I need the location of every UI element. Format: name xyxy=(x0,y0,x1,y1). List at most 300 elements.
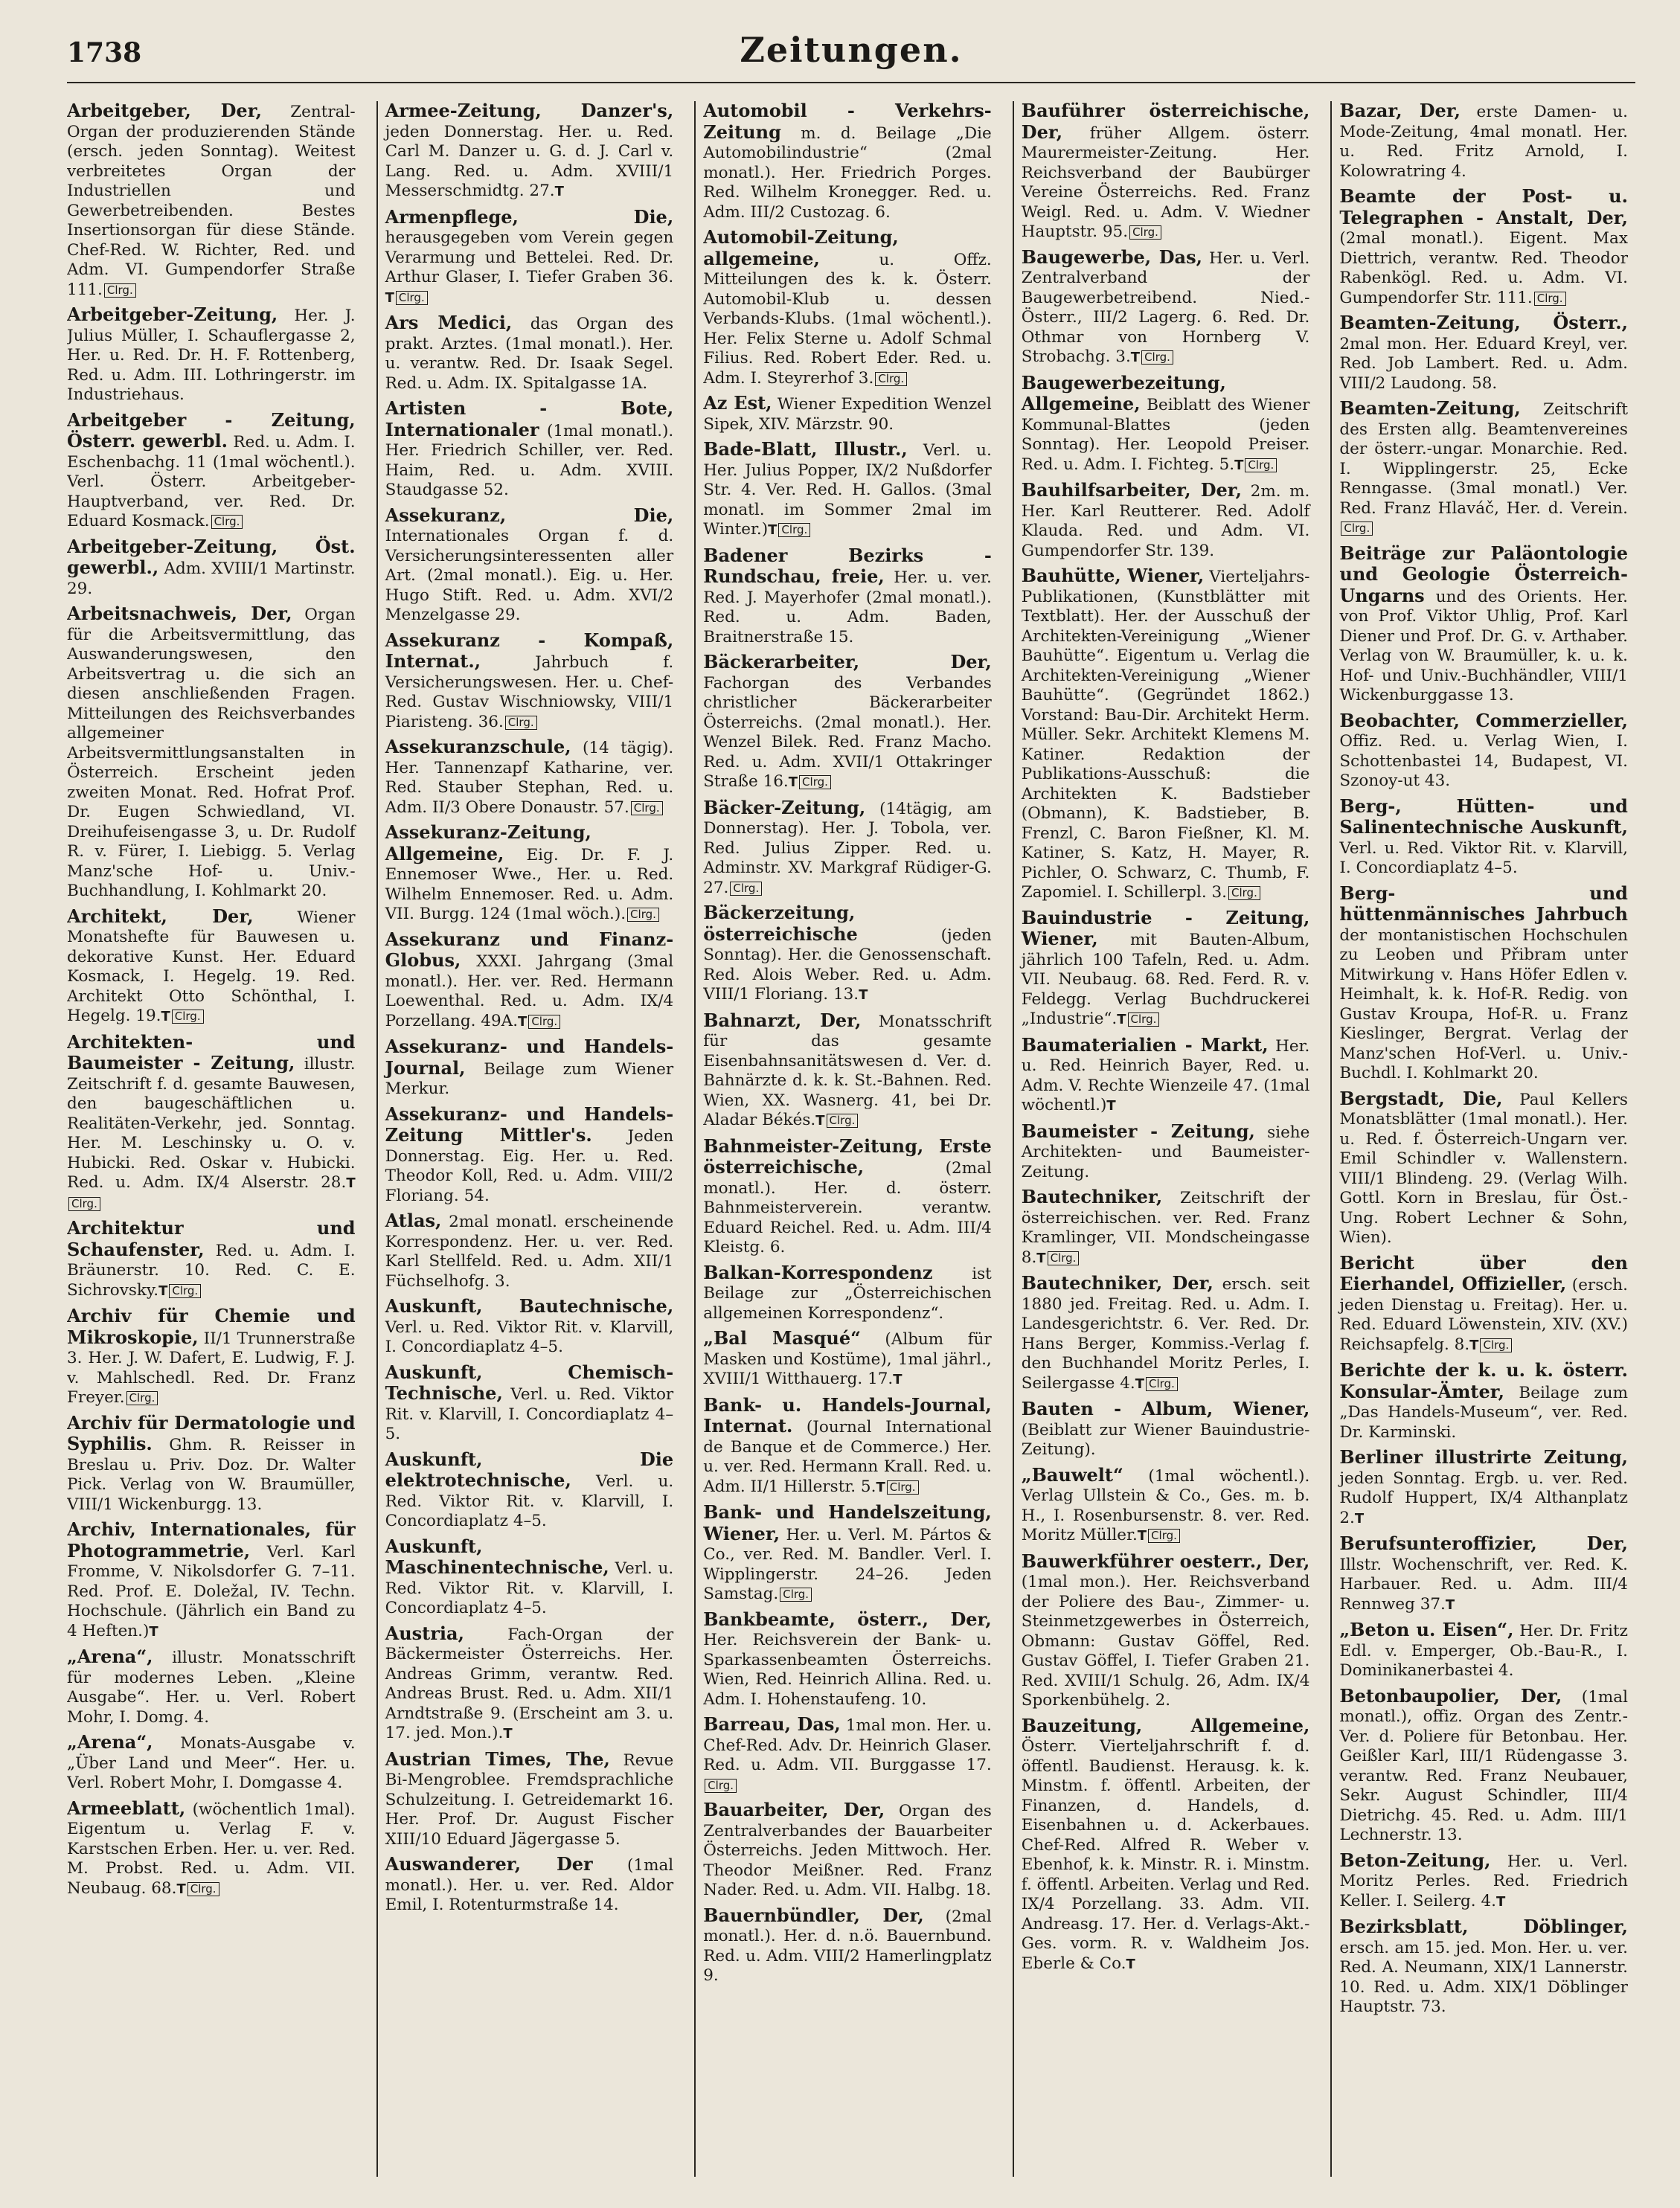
directory-entry xyxy=(703,1393,992,1498)
clearing-badge: Clrg. xyxy=(1128,1012,1160,1027)
directory-entry xyxy=(1339,1448,1628,1529)
directory-entry xyxy=(67,537,356,600)
entry-text: Her. u. ver. Red. J. Mayerhofer (2mal monatl.). Red. u. Adm. Baden, Braitnerstraße 15. xyxy=(703,568,992,646)
directory-entry xyxy=(67,1520,356,1642)
entry-text: Verl. u. Her. Julius Popper, IX/2 Nußdorfer Str. 4. Ver. Red. H. Gallos. (3mal monatl. im Sommer 2mal im Winter.) xyxy=(703,441,992,539)
entry-title: Architekt, Der, xyxy=(67,905,254,927)
clearing-badge: Clrg. xyxy=(1341,521,1373,536)
entry-title: Bauten - Album, Wiener, xyxy=(1021,1398,1310,1419)
entry-text: Zeitschrift des Ersten allg. Beamtenvereines der österr.-ungar. Monarchie. Red. I. Wipplingerstr. 25, Ecke Renngasse. (3mal monatl.) Ver. Red. Franz Hlaváč, Her. d. Verein. xyxy=(1339,400,1628,518)
clearing-badge: Clrg. xyxy=(1146,1377,1178,1391)
directory-entry xyxy=(385,1037,674,1100)
directory-entry xyxy=(1022,101,1310,243)
clearing-badge: Clrg. xyxy=(396,291,428,305)
entry-title: Archiv, Internationales, für Photogrammetrie, xyxy=(67,1518,356,1562)
telephone-icon: T xyxy=(176,1881,186,1897)
directory-entry xyxy=(703,798,992,899)
telephone-icon: T xyxy=(893,1372,902,1387)
directory-entry xyxy=(1022,1716,1310,1975)
entry-title: Bade-Blatt, Illustr., xyxy=(703,438,908,460)
directory-entry xyxy=(385,1624,674,1745)
entry-title: Auskunft, Maschinentechnische, xyxy=(385,1535,609,1578)
directory-entry xyxy=(385,1450,674,1532)
entry-title: Assekuranz, Die, xyxy=(385,504,674,526)
entry-text: jeden Donnerstag. Her. u. Red. Carl M. Danzer u. G. d. J. Carl v. Lang. Red. u. Adm. XVIII/1 Messerschmidtg. 27. xyxy=(385,122,674,200)
entry-text: m. d. Beilage „Die Automobilindustrie“ (2mal monatl.). Her. Friedrich Porges. Red. Wilhelm Kronegger. Red. u. Adm. III/2 Custozag. 6. xyxy=(703,123,992,222)
clearing-badge: Clrg. xyxy=(172,1010,204,1024)
entry-title: Austria, xyxy=(385,1622,464,1644)
entry-title: Bäckerzeitung, österreichische xyxy=(703,902,858,945)
directory-entry xyxy=(385,737,674,818)
entry-text: (2mal monatl.). Her. d. n.ö. Bauernbund. Red. u. Adm. VIII/2 Hamerlingplatz 9. xyxy=(703,1907,992,1985)
entry-title: Auskunft, Bautechnische, xyxy=(385,1295,674,1317)
entry-title: Arbeitgeber - Zeitung, Österr. gewerbl. xyxy=(67,408,356,452)
entry-text: herausgegeben vom Verein gegen Verarmung und Bettelei. Red. Dr. Arthur Glaser, I. Tiefer Graben 36. xyxy=(385,228,674,286)
column-1 xyxy=(67,101,363,2177)
directory-entry xyxy=(1339,797,1628,879)
entry-text: (wöchentlich 1mal). Eigentum u. Verlag F. v. Karstschen Erben. Her. u. ver. Red. M. Probst. Red. u. Adm. VII. Neubaug. 68. xyxy=(67,1800,356,1898)
entry-text: Eig. Dr. F. J. Ennemoser Wwe., Her. u. Red. Wilhelm Ennemoser. Red. u. Adm. VII. Burgg. 124 (1mal wöch.). xyxy=(385,845,674,923)
directory-entry xyxy=(1339,711,1628,792)
entry-text: Adm. XVIII/1 Martinstr. 29. xyxy=(67,559,356,598)
entry-text: (2mal monatl.). Eigent. Max Diettrich, verantw. Red. Theodor Rabenkögl. Red. u. Adm. VI. Gumpendorfer Str. 111. xyxy=(1339,229,1628,307)
directory-entry xyxy=(1022,373,1310,476)
directory-entry xyxy=(703,1329,992,1390)
entry-text: Revue Bi-Mengroblee. Fremdsprachliche Schulzeitung. I. Getreidemarkt 16. Her. Prof. Dr. August Fischer XIII/10 Eduard Jägergasse 5. xyxy=(385,1750,674,1849)
entry-text: Jeden Donnerstag. Eig. Her. u. Red. Theodor Koll, Red. u. Adm. VIII/2 Floriang. 54. xyxy=(385,1127,674,1205)
directory-entry xyxy=(1339,313,1628,394)
directory-entry xyxy=(1022,566,1310,903)
telephone-icon: T xyxy=(503,1726,513,1742)
directory-entry xyxy=(703,1503,992,1605)
entry-title: Archiv für Dermatologie und Syphilis. xyxy=(67,1411,356,1454)
clearing-badge: Clrg. xyxy=(705,1779,737,1793)
entry-title: Bäckerarbeiter, Der, xyxy=(703,651,992,673)
directory-entry xyxy=(1021,1463,1310,1547)
entry-title: Bahnarzt, Der, xyxy=(703,1009,862,1031)
directory-entry xyxy=(703,903,992,1006)
entry-text: (jeden Sonntag). Her. die Genossenschaft. Red. Alois Weber. Red. u. Adm. VIII/1 Floriang. 13. xyxy=(703,925,992,1004)
entry-text: Offiz. Red. u. Verlag Wien, I. Schottenbastei 14, Budapest, VI. Szonoy-ut 43. xyxy=(1339,732,1628,790)
clearing-badge: Clrg. xyxy=(68,1197,100,1211)
entry-text: Beiblatt des Wiener Kommunal-Blattes (jeden Sonntag). Her. Leopold Preiser. Red. u. Adm. I. Fichteg. 5. xyxy=(1021,396,1310,474)
entry-text: Red. u. Adm. I. Bräunerstr. 10. Red. C. E. Sichrovsky. xyxy=(67,1241,356,1300)
directory-entry xyxy=(1339,1917,1628,2018)
entry-title: Ars Medici, xyxy=(385,312,513,333)
directory-entry xyxy=(67,1219,356,1301)
directory-entry xyxy=(67,1306,356,1408)
column-2 xyxy=(376,101,682,2177)
entry-text: Beilage zum „Das Handels-Museum“, ver. Red. Dr. Karminski. xyxy=(1339,1383,1628,1442)
entry-text: (1mal wöchentl.). Verlag Ullstein & Co., Ges. m. b. H., I. Rosenbursenstr. 8. ver. Red. Moritz Müller. xyxy=(1021,1466,1310,1544)
telephone-icon: T xyxy=(1117,1012,1126,1027)
telephone-icon: T xyxy=(1126,1956,1135,1972)
clearing-badge: Clrg. xyxy=(631,801,663,815)
telephone-icon: T xyxy=(1130,350,1141,365)
directory-entry xyxy=(385,1105,674,1207)
telephone-icon: T xyxy=(1445,1596,1455,1613)
clearing-badge: Clrg. xyxy=(1048,1251,1080,1265)
entry-title: Beamte der Post- u. Telegraphen - Anstalt, Der, xyxy=(1339,185,1628,228)
directory-entry xyxy=(703,1800,992,1901)
directory-entry xyxy=(1339,101,1628,182)
directory-entry xyxy=(703,1715,992,1795)
entry-title: Bezirksblatt, Döblinger, xyxy=(1339,1916,1628,1937)
directory-entry xyxy=(703,228,992,388)
entry-text: Wiener Expedition Wenzel Sipek, XIV. Märzstr. 90. xyxy=(703,395,992,434)
telephone-icon: T xyxy=(346,1175,356,1191)
entry-title: Bauführer österreichische, Der, xyxy=(1021,101,1310,143)
directory-entry xyxy=(67,1413,356,1515)
entry-title: Auskunft, Die elektrotechnische, xyxy=(385,1448,674,1491)
entry-title: Berufsunteroffizier, Der, xyxy=(1339,1533,1628,1554)
entry-title: Arbeitsnachweis, Der, xyxy=(67,603,292,624)
entry-text: jeden Sonntag. Ergb. u. ver. Red. Rudolf Huppert, IX/4 Althanplatz 2. xyxy=(1339,1469,1628,1527)
entry-text: Organ für die Arbeitsvermittlung, das Auswanderungswesen, den Arbeitsvertrag u. die sich an diesen anschließenden Fragen. Mitteilungen des Reichsverbandes allgemeiner Arbeitsvermittlungsanstalten in Österreich. Erscheint jeden zweiten Monat. Red. Hofrat Prof. Dr. Eugen Schwiedland, VI. Dreihufeisengasse 3, u. Dr. Rudolf R. v. Fürer, I. Liebigg. 5. Verlag Manz'sche Hof- u. Univ.-Buchhandlung, I. Kohlmarkt 20. xyxy=(67,606,356,900)
entry-title: Bazar, Der, xyxy=(1339,101,1461,121)
entry-title: Assekuranz- und Handels-Journal, xyxy=(385,1036,674,1079)
entry-text: Wiener Monatshefte für Bauwesen u. dekorative Kunst. Her. Eduard Kosmack, I. Hegelg. 19. Red. Architekt Otto Schönthal, I. Hegelg. 19. xyxy=(67,908,356,1025)
entry-title: Baumeister - Zeitung, xyxy=(1021,1120,1255,1142)
entry-title: Assekuranz und Finanz-Globus, xyxy=(385,928,674,971)
telephone-icon: T xyxy=(161,1009,170,1024)
entry-columns xyxy=(67,101,1635,2177)
entry-title: Beobachter, Commerzieller, xyxy=(1339,709,1628,731)
entry-title: „Bauwelt“ xyxy=(1021,1463,1123,1486)
directory-entry xyxy=(1022,1187,1310,1268)
clearing-badge: Clrg. xyxy=(211,515,243,529)
directory-entry xyxy=(703,394,992,434)
telephone-icon: T xyxy=(768,522,778,538)
clearing-badge: Clrg. xyxy=(1534,292,1566,306)
entry-title: Bäcker-Zeitung, xyxy=(703,796,866,818)
entry-text: (1mal monatl.), offiz. Organ des Zentr.-Ver. d. Poliere für Betonbau. Her. Geißler Karl, III/1 Rüdengasse 3. verantw. Red. Franz Neubauer, Sekr. August Schindler, III/4 Dietrichg. 45. Red. u. Adm. III/1 Lechnerstr. 13. xyxy=(1339,1687,1628,1844)
entry-text: 2mal monatl. erscheinende Korrespondenz. Her. u. ver. Red. Karl Stellfeld. Red. u. Adm. XII/1 Füchselhofg. 3. xyxy=(385,1213,674,1291)
entry-text: mit Bauten-Album, jährlich 100 Tafeln, Red. u. Adm. VII. Neubaug. 68. Red. Ferd. R. v. Feldegg. Verlag Buchdruckerei „Industrie“. xyxy=(1021,931,1310,1028)
entry-title: Betonbaupolier, Der, xyxy=(1339,1684,1562,1707)
entry-title: Bauzeitung, Allgemeine, xyxy=(1021,1714,1310,1736)
entry-text: Her. u. Red. Heinrich Bayer, Red. u. Adm. V. Rechte Wienzeile 47. (1mal wöchentl.) xyxy=(1021,1036,1310,1114)
directory-entry xyxy=(385,1750,674,1850)
directory-entry xyxy=(703,1610,992,1710)
running-title: Zeitungen. xyxy=(740,30,963,70)
directory-entry xyxy=(1022,1552,1310,1711)
entry-title: Assekuranzschule, xyxy=(385,736,571,757)
directory-entry xyxy=(67,1799,356,1900)
directory-entry xyxy=(385,1855,674,1916)
entry-text: Her. J. Julius Müller, I. Schauflergasse 2, Her. u. Red. Dr. H. F. Rottenberg, Red. u. Adm. III. Lothringerstr. im Industriehaus. xyxy=(67,307,356,404)
entry-text: Verl. Karl Fromme, V. Nikolsdorfer G. 7–11. Red. Prof. E. Doležal, IV. Techn. Hochschule. (Jährlich ein Band zu 4 Heften.) xyxy=(67,1542,356,1640)
directory-entry xyxy=(67,907,356,1027)
directory-entry xyxy=(1022,1122,1310,1183)
directory-entry xyxy=(1339,884,1628,1084)
entry-text: Her. u. Verl. Zentralverband der Baugewerbetreibend. Nied.-Österr., III/2 Lagerg. 6. Red. Dr. Othmar von Hornberg V. Strobachg. 3. xyxy=(1021,248,1310,366)
entry-text: Paul Kellers Monatsblätter (1mal monatl.). Her. u. Red. f. Österreich-Ungarn ver. Emil Schindler v. Wallenstern. VIII/1 Blindeng. 29. (Verlag Wilh. Gottl. Korn in Breslau, für Öst.-Ung. Robert Lechner & Sohn, Wien). xyxy=(1339,1090,1628,1247)
telephone-icon: T xyxy=(554,184,564,199)
directory-entry xyxy=(1339,544,1628,706)
entry-title: Architekten- und Baumeister - Zeitung, xyxy=(67,1030,356,1073)
clearing-badge: Clrg. xyxy=(627,908,659,922)
entry-text: das Organ des prakt. Arztes. (1mal monatl.). Her. u. verantw. Red. Dr. Isaak Segel. Red. u. Adm. IX. Spitalgasse 1A. xyxy=(385,315,674,393)
directory-entry xyxy=(1339,187,1628,308)
telephone-icon: T xyxy=(1469,1337,1479,1353)
entry-title: Atlas, xyxy=(385,1210,442,1231)
entry-text: ersch. seit 1880 jed. Freitag. Red. u. Adm. I. Landesgerichtstr. 6. Ver. Red. Dr. Hans Berger, Kommiss.-Verlag f. den Buchhandel Moritz Perles, I. Seilergasse 4. xyxy=(1021,1275,1310,1393)
entry-title: Berg-, Hütten- und Salinentechnische Auskunft, xyxy=(1339,795,1628,838)
directory-entry xyxy=(703,440,992,541)
clearing-badge: Clrg. xyxy=(1141,350,1173,365)
directory-entry xyxy=(67,305,356,405)
column-5 xyxy=(1330,101,1635,2177)
entry-title: Artisten - Bote, Internationaler xyxy=(385,397,674,440)
entry-text: (Beiblatt zur Wiener Bauindustrie-Zeitung). xyxy=(1021,1420,1310,1459)
entry-text: XXXI. Jahrgang (3mal monatl.). Her. ver. Red. Hermann Loewenthal. Red. u. Adm. IX/4 Porzellang. 49A. xyxy=(385,952,674,1030)
directory-entry xyxy=(385,506,674,626)
entry-title: Beamten-Zeitung, Österr., xyxy=(1339,312,1628,333)
entry-text: siehe Architekten- und Baumeister-Zeitung. xyxy=(1021,1123,1310,1181)
clearing-badge: Clrg. xyxy=(730,882,762,896)
entry-text: der montanistischen Hochschulen zu Leoben und Přibram unter Mitwirkung v. Hans Höfer Edlen v. Heimhalt, k. k. Hof-R. Redig. von Gustav Kroupa, Hof-R. u. Franz Kieslinger, Bergrat. Verlag der Manz'schen Hof-Verl. u. Univ.-Buchdl. I. Kohlmarkt 20. xyxy=(1339,925,1628,1082)
entry-text: illustr. Zeitschrift f. d. gesamte Bauwesen, den baugeschäftlichen u. Realitäten-Verkehr, jed. Sonntag. Her. M. Leschinsky u. O. v. Hubicki. Red. Oskar v. Hubicki. Red. u. Adm. IX/4 Alserstr. 28. xyxy=(67,1055,356,1192)
entry-title: Bankbeamte, österr., Der, xyxy=(703,1608,992,1630)
directory-entry xyxy=(385,930,674,1033)
clearing-badge: Clrg. xyxy=(827,1114,859,1128)
entry-title: Bauarbeiter, Der, xyxy=(703,1799,885,1820)
directory-entry xyxy=(1339,1251,1628,1356)
clearing-badge: Clrg. xyxy=(528,1015,560,1029)
telephone-icon: T xyxy=(1106,1098,1116,1114)
entry-text: Jahrbuch f. Versicherungswesen. Her. u. Chef-Red. Gustav Wischniowsky, VIII/1 Piaristeng. 36. xyxy=(385,653,674,731)
entry-text: Zentral-Organ der produzierenden Stände (ersch. jeden Sonntag). Weitest verbreitetes Organ der Industriellen und Gewerbetreibenden. Bestes Insertionsorgan für diese Stände. Chef-Red. W. Richter, Red. und Adm. VI. Gumpendorfer Straße 111. xyxy=(67,103,356,299)
clearing-badge: Clrg. xyxy=(104,283,136,298)
clearing-badge: Clrg. xyxy=(1129,225,1161,240)
telephone-icon: T xyxy=(815,1113,825,1129)
clearing-badge: Clrg. xyxy=(169,1284,201,1298)
clearing-badge: Clrg. xyxy=(505,716,537,730)
entry-title: Armenpflege, Die, xyxy=(385,205,674,228)
entry-title: Auskunft, Chemisch-Technische, xyxy=(385,1361,674,1404)
entry-title: „Bal Masqué“ xyxy=(703,1327,861,1349)
entry-title: Berg- und hüttenmännisches Jahrbuch xyxy=(1339,882,1628,925)
telephone-icon: T xyxy=(788,774,798,790)
entry-title: Bergstadt, Die, xyxy=(1339,1087,1503,1109)
entry-text: (1mal mon.). Her. Reichsverband der Poliere des Bau-, Zimmer- u. Steinmetzgewerbes in Österreich, Obmann: Gustav Göffel, Red. Gustav Göffel, I. Tiefer Graben 21. Red. XVIII/1 Schulg. 26, Adm. IX/4 Sporkenbühelg. 2. xyxy=(1021,1573,1310,1710)
directory-entry xyxy=(1021,1033,1310,1117)
clearing-badge: Clrg. xyxy=(1228,886,1260,900)
entry-text: Her. Dr. Fritz Edl. v. Emperger, Ob.-Bau-R., I. Dominikanerbastei 4. xyxy=(1339,1622,1628,1680)
entry-text: 1mal mon. Her. u. Chef-Red. Adv. Dr. Heinrich Glaser. Red. u. Adm. VII. Burggasse 17. xyxy=(703,1716,992,1774)
entry-title: Bahnmeister-Zeitung, Erste österreichische, xyxy=(703,1135,992,1178)
entry-text: und des Orients. Her. von Prof. Viktor Uhlig, Prof. Karl Diener und Prof. Dr. G. v. Arthaber. Verlag von W. Braumüller, k. u. k. Hof- und Univ.-Buchhändler, VIII/1 Wickenburggasse 13. xyxy=(1339,587,1628,705)
entry-text: II/1 Trunnerstraße 3. Her. J. W. Dafert, E. Ludwig, F. J. v. Mahlschedl. Red. Dr. Franz Freyer. xyxy=(67,1329,356,1407)
telephone-icon: T xyxy=(876,1479,885,1495)
directory-entry xyxy=(385,631,674,733)
entry-text: (14tägig, am Donnerstag). Her. J. Tobola, ver. Red. Julius Zipper. Red. u. Adminstr. XV. Markgraf Rüdiger-G. 27. xyxy=(703,799,992,897)
entry-title: Bautechniker, Der, xyxy=(1021,1272,1213,1294)
directory-entry xyxy=(1339,1620,1628,1681)
clearing-badge: Clrg. xyxy=(799,775,831,789)
page-header xyxy=(67,30,1635,83)
entry-title: Assekuranz-Zeitung, Allgemeine, xyxy=(385,821,591,864)
telephone-icon: T xyxy=(1354,1510,1365,1527)
entry-title: „Beton u. Eisen“, xyxy=(1339,1619,1514,1640)
clearing-badge: Clrg. xyxy=(875,372,907,386)
entry-text: Verl. u. Red. Viktor Rit. v. Klarvill, I. Concordiaplatz 4–5. xyxy=(385,1472,674,1530)
directory-entry xyxy=(1022,481,1310,561)
entry-text: Her. u. Verl. M. Pártos & Co., ver. Red. M. Bandler. Verl. I. Wipplingerstr. 24–26. Jeden Samstag. xyxy=(703,1525,992,1603)
entry-text: Fachorgan des Verbandes christlicher Bäckerarbeiter Österreichs. (2mal monatl.). Her. Wenzel Bilek. Red. Franz Macho. Red. u. Adm. XVII/1 Ottakringer Straße 16. xyxy=(703,673,992,791)
directory-entry xyxy=(703,1137,992,1258)
entry-text: (2mal monatl.). Her. d. österr. Bahnmeisterverein. verantw. Eduard Reichel. Red. u. Adm. III/4 Kleistg. 6. xyxy=(703,1159,992,1257)
entry-text: Her. Reichsverein der Bank- u. Sparkassenbeamten Österreichs. Wien, Red. Heinrich Allina. Red. u. Adm. I. Hohenstaufeng. 10. xyxy=(703,1631,992,1709)
directory-entry xyxy=(385,205,674,309)
clearing-badge: Clrg. xyxy=(1480,1338,1512,1352)
directory-entry xyxy=(67,408,356,532)
entry-title: Armee-Zeitung, Danzer's, xyxy=(385,101,674,121)
entry-title: Baumaterialien - Markt, xyxy=(1021,1033,1269,1056)
entry-title: Architektur und Schaufenster, xyxy=(67,1217,356,1260)
directory-entry xyxy=(1339,1684,1628,1846)
directory-entry xyxy=(67,1733,356,1794)
entry-title: Balkan-Korrespondenz xyxy=(703,1261,933,1283)
entry-title: Beiträge zur Paläontologie und Geologie Österreich-Ungarns xyxy=(1339,542,1628,606)
entry-title: Arbeitgeber-Zeitung, Öst. gewerbl., xyxy=(67,535,356,578)
entry-text: Verl. u. Red. Viktor Rit. v. Klarvill, I. Concordiaplatz 4–5. xyxy=(385,1559,674,1617)
entry-title: Az Est, xyxy=(703,392,772,414)
entry-title: Baugewerbezeitung, Allgemeine, xyxy=(1021,371,1226,414)
entry-text: Verl. u. Red. Viktor Rit. v. Klarvill, I. Concordiaplatz 4–5. xyxy=(1339,838,1628,877)
entry-text: Vierteljahrs-Publikationen, (Kunstblätter mit Textblatt). Her. der Ausschuß der Architekten-Vereinigung „Wiener Bauhütte“. Eigentum u. Verlag die Architekten-Vereinigung „Wiener Bauhütte“. (Gegründet 1862.) Vorstand: Bau-Dir. Architekt Herm. Müller. Sekr. Architekt Klemens M. Katiner. Redaktion der Publikations-Ausschuß: die Architekten K. Badstieber (Obmann), K. Badstieber, B. Frenzl, C. Baron Fießner, Kl. M. Katiner, S. Katz, H. Mayer, R. Pichler, O. Schwarz, C. Thumb, F. Zapomiel. I. Schillerpl. 3. xyxy=(1021,568,1310,902)
column-4 xyxy=(1013,101,1318,2177)
telephone-icon: T xyxy=(158,1283,168,1299)
clearing-badge: Clrg. xyxy=(1245,458,1277,472)
entry-title: „Arena“, xyxy=(67,1646,153,1667)
directory-entry xyxy=(67,1030,356,1214)
entry-title: Arbeitgeber-Zeitung, xyxy=(67,304,278,325)
entry-title: Bauindustrie - Zeitung, Wiener, xyxy=(1021,906,1310,949)
entry-text: Organ des Zentralverbandes der Bauarbeiter Österreichs. Jeden Mittwoch. Her. Theodor Meißner. Red. Franz Nader. Red. u. Adm. VII. Halbg. 18. xyxy=(703,1802,992,1899)
entry-title: Automobil - Verkehrs-Zeitung xyxy=(703,101,992,143)
directory-entry xyxy=(703,1906,992,1986)
entry-title: Badener Bezirks - Rundschau, freie, xyxy=(703,544,992,587)
entry-text: (ersch. jeden Dienstag u. Freitag). Her. u. Red. Eduard Löwenstein, XIV. (XV.) Reichsapfelg. 8. xyxy=(1339,1276,1628,1354)
directory-entry xyxy=(385,1363,674,1445)
entry-text: (1mal monatl.). Her. Friedrich Schiller, ver. Red. Haim, Red. u. Adm. XVIII. Staudgasse 52. xyxy=(385,421,674,499)
entry-title: Barreau, Das, xyxy=(703,1713,841,1735)
entry-text: Her. u. Verl. Moritz Perles. Red. Friedrich Keller. I. Seilerg. 4. xyxy=(1339,1852,1628,1910)
entry-title: Auswanderer, Der xyxy=(385,1853,593,1875)
entry-title: Bericht über den Eierhandel, Offizieller, xyxy=(1339,1251,1628,1294)
entry-title: Bank- u. Handels-Journal, Internat. xyxy=(703,1393,992,1437)
directory-entry xyxy=(703,652,992,793)
telephone-icon: T xyxy=(1135,1376,1144,1392)
directory-entry xyxy=(1021,245,1310,368)
entry-text: Beilage zum Wiener Merkur. xyxy=(385,1059,674,1098)
entry-text: ersch. am 15. jed. Mon. Her. u. ver. Red. A. Neumann, XIX/1 Lannerstr. 10. Red. u. Adm. XIX/1 Döblinger Hauptstr. 73. xyxy=(1339,1938,1628,2016)
directory-entry xyxy=(385,399,674,501)
entry-title: Bank- und Handelszeitung, Wiener, xyxy=(703,1501,992,1544)
telephone-icon: T xyxy=(1036,1250,1046,1266)
entry-title: Bautechniker, xyxy=(1021,1186,1163,1207)
column-3 xyxy=(694,101,999,2177)
directory-entry xyxy=(703,1011,992,1132)
entry-title: Arbeitgeber, Der, xyxy=(67,101,262,121)
directory-entry xyxy=(385,1537,674,1619)
entry-title: Armeeblatt, xyxy=(67,1797,186,1819)
entry-title: Bauhilfsarbeiter, Der, xyxy=(1021,479,1243,501)
entry-text: Verl. u. Red. Viktor Rit. v. Klarvill, I. Concordiaplatz 4–5. xyxy=(385,1385,674,1443)
entry-text: u. Offz. Mitteilungen des k. k. Österr. Automobil-Klub u. dessen Verbands-Klubs. (1mal wöchentl.). Her. Felix Sterne u. Adolf Schmal Filius. Red. Robert Eder. Red. u. Adm. I. Steyrerhof 3. xyxy=(703,250,992,388)
entry-text: Ghm. R. Reisser in Breslau u. Priv. Doz. Dr. Walter Pick. Verlag von W. Braumüller, VIII/1 Wickenburgg. 13. xyxy=(67,1436,356,1514)
directory-entry xyxy=(1339,1534,1628,1615)
telephone-icon: T xyxy=(149,1623,158,1640)
entry-text: Fach-Organ der Bäckermeister Österreichs. Her. Andreas Grimm, verantw. Red. Andreas Brust. Red. u. Adm. XII/1 Arndtstraße 9. (Erscheint am 3. u. 17. jed. Mon.). xyxy=(385,1625,674,1742)
entry-text: Monats-Ausgabe v. „Über Land und Meer“. Her. u. Verl. Robert Mohr, I. Domgasse 4. xyxy=(67,1734,356,1792)
directory-entry xyxy=(67,604,356,902)
directory-entry xyxy=(67,101,356,300)
telephone-icon: T xyxy=(859,987,868,1003)
entry-text: ist Beilage zur „Österreichischen allgemeinen Korrespondenz“. xyxy=(703,1264,992,1323)
directory-entry xyxy=(385,101,674,202)
directory-entry xyxy=(1339,1361,1628,1442)
entry-text: Illstr. Wochenschrift, ver. Red. K. Harbauer. Red. u. Adm. III/4 Rennweg 37. xyxy=(1339,1555,1628,1614)
telephone-icon: T xyxy=(1234,457,1244,473)
entry-text: erste Damen- u. Mode-Zeitung, 4mal monatl. Her. u. Red. Fritz Arnold, I. Kolowratring 4. xyxy=(1339,103,1628,181)
entry-title: Beamten-Zeitung, xyxy=(1339,397,1521,419)
entry-title: Austrian Times, The, xyxy=(385,1748,610,1770)
directory-entry xyxy=(385,1211,674,1291)
directory-entry xyxy=(1022,1399,1310,1460)
entry-text: Österr. Vierteljahrschrift f. d. öffentl. Baudienst. Herausg. k. k. Minstm. f. öffentl. Arbeiten, der Finanzen, d. Handels, d. Eisenbahnen u. d. Ackerbaues. Chef-Red. Alfred R. Weber v. Ebenhof, k. k. Minstr. R. i. Minstm. f. öffentl. Arbeiten. Verlag und Red. IX/4 Porzellang. 33. Adm. VII. Andreasg. 17. Her. d. Verlags-Akt.-Ges. vorm. R. v. Waldheim Jos. Eberle & Co. xyxy=(1021,1737,1310,1973)
entry-text: 2mal mon. Her. Eduard Kreyl, ver. Red. Job Lambert. Red. u. Adm. VIII/2 Laudong. 58. xyxy=(1339,334,1628,393)
directory-entry xyxy=(1022,1274,1310,1394)
clearing-badge: Clrg. xyxy=(778,523,810,537)
directory-entry xyxy=(1339,1089,1628,1248)
entry-text: Red. u. Adm. I. Eschenbachg. 11 (1mal wöchentl.). Verl. Österr. Arbeitgeber-Hauptverband, ver. Red. Dr. Eduard Kosmack. xyxy=(67,433,356,530)
entry-title: Beton-Zeitung, xyxy=(1339,1849,1491,1871)
telephone-icon: T xyxy=(385,289,394,306)
entry-title: Assekuranz - Kompaß, Internat., xyxy=(385,629,674,672)
entry-title: Bauhütte, Wiener, xyxy=(1021,565,1205,586)
directory-entry xyxy=(1022,908,1310,1030)
clearing-badge: Clrg. xyxy=(887,1480,919,1495)
clearing-badge: Clrg. xyxy=(187,1882,219,1896)
entry-text: (Album für Masken und Kostüme), 1mal jährl., XVIII/1 Witthauerg. 17. xyxy=(703,1330,992,1388)
entry-text: früher Allgem. österr. Maurermeister-Zeitung. Her. Reichsverband der Baubürger Vereine Österreichs. Red. Franz Weigl. Red. u. Adm. V. Wiedner Hauptstr. 95. xyxy=(1021,123,1310,241)
entry-text: (Journal International de Banque et de Commerce.) Her. u. ver. Red. Hermann Krall. Red. u. Adm. II/1 Hillerstr. 5. xyxy=(703,1418,992,1496)
entry-title: Baugewerbe, Das, xyxy=(1021,245,1202,268)
entry-title: „Arena“, xyxy=(67,1731,153,1753)
directory-entry xyxy=(703,101,992,222)
telephone-icon: T xyxy=(518,1013,528,1030)
entry-text: Monatsschrift für das gesamte Eisenbahnsanitätswesen d. Ver. d. Bahnärzte d. k. k. St.-Bahnen. Red. Wien, XX. Wasnerg. 41, bei Dr. Aladar Békés. xyxy=(703,1012,992,1129)
entry-title: Berliner illustrirte Zeitung, xyxy=(1339,1446,1628,1468)
entry-text: Verl. u. Red. Viktor Rit. v. Klarvill, I. Concordiaplatz 4–5. xyxy=(385,1318,674,1356)
directory-entry xyxy=(1339,399,1628,539)
entry-title: Automobil-Zeitung, allgemeine, xyxy=(703,226,899,269)
directory-entry xyxy=(385,313,674,394)
directory-entry xyxy=(1339,1851,1628,1913)
entry-text: 2m. m. Her. Karl Reutterer. Red. Adolf Klauda. Red. und Adm. VI. Gumpendorfer Str. 139. xyxy=(1021,482,1310,560)
entry-title: Berichte der k. u. k. österr. Konsular-Ämter, xyxy=(1339,1359,1628,1402)
entry-title: Assekuranz- und Handels-Zeitung Mittler's. xyxy=(385,1103,674,1146)
entry-title: Bauernbündler, Der, xyxy=(703,1904,924,1926)
telephone-icon: T xyxy=(1495,1893,1506,1910)
directory-entry xyxy=(385,823,674,925)
entry-text: (1mal monatl.). Her. u. ver. Red. Aldor Emil, I. Rotenturmstraße 14. xyxy=(385,1856,674,1914)
clearing-badge: Clrg. xyxy=(780,1588,812,1602)
entry-text: illustr. Monatsschrift für modernes Leben. „Kleine Ausgabe“. Her. u. Verl. Robert Mohr, I. Domg. 4. xyxy=(67,1649,356,1727)
